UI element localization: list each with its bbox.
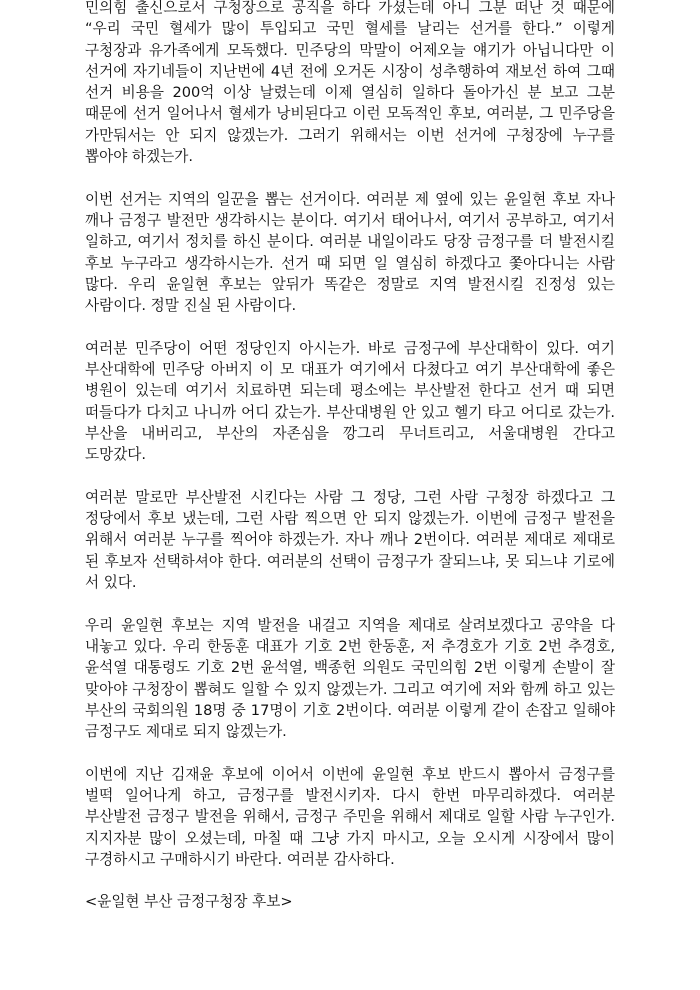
document-page bbox=[85, 0, 615, 913]
paragraph-6: 이번에 지난 김재윤 후보에 이어서 이번에 윤일현 후보 반드시 뽑아서 금정구를 벌떡 일어나게 하고, 금정구를 발전시키자. 다시 한번 마무리하겠다. 여러분 부산발전 금정구 발전을 위해서, 금정구 주민을 위해서 제대로 일할 사람 누구인가. 지지자분 많이 오셨는데, 마칠 때 그냥 가지 마시고, 오늘 오시게 시장에서 많이 구경하시고 구매하시기 바란다. 여러분 감사하다. bbox=[85, 765, 615, 868]
paragraph-1: 민의힘 출신으로서 구청장으로 공직을 하다 가셨는데 아니 그분 떠난 것 때문에 “우리 국민 혈세가 많이 투입되고 국민 혈세를 날리는 선거를 한다.” 이렇게 구청장과 유가족에게 모독했다. 민주당의 막말이 어제오늘 얘기가 아닙니다만 이 선거에 자기네들이 지난번에 4년 전에 오거돈 시장이 성추행하여 재보선 하여 그때 선거 비용을 200억 이상 날렸는데 이제 열심히 일하다 돌아가신 분 보고 그분 때문에 선거 일어나서 혈세가 낭비된다고 이런 모독적인 후보, 여러분, 그 민주당을 가만둬서는 안 되지 않겠는가. 그러기 위해서는 이번 선거에 구청장에 누구를 뽑아야 하겠는가. bbox=[85, 0, 615, 166]
paragraph-2: 이번 선거는 지역의 일꾼을 뽑는 선거이다. 여러분 제 옆에 있는 윤일현 후보 자나 깨나 금정구 발전만 생각하시는 분이다. 여기서 태어나서, 여기서 공부하고, 여기서 일하고, 여기서 정치를 하신 분이다. 여러분 내일이라도 당장 금정구를 더 발전시킬 후보 누구라고 생각하시는가. 선거 때 되면 일 열심히 하겠다고 쫓아다니는 사람 많다. 우리 윤일현 후보는 앞뒤가 똑같은 정말로 지역 발전시킬 진정성 있는 사람이다. 정말 진실 된 사람이다. bbox=[85, 190, 615, 315]
paragraph-5: 우리 윤일현 후보는 지역 발전을 내걸고 지역을 제대로 살려보겠다고 공약을 다 내놓고 있다. 우리 한동훈 대표가 기호 2번 한동훈, 저 추경호가 기호 2번 추경호, 윤석열 대통령도 기호 2번 윤석열, 백종헌 의원도 국민의힘 2번 이렇게 손발이 잘 맞아야 구청장이 뽑혀도 일할 수 있지 않겠는가. 그리고 여기에 저와 함께 하고 있는 부산의 국회의원 18명 중 17명이 기호 2번이다. 여러분 이렇게 같이 손잡고 일해야 금정구도 제대로 되지 않겠는가. bbox=[85, 616, 615, 741]
speaker-signature: <윤일현 부산 금정구청장 후보> bbox=[85, 893, 293, 911]
paragraph-4: 여러분 말로만 부산발전 시킨다는 사람 그 정당, 그런 사람 구청장 하겠다고 그 정당에서 후보 냈는데, 그런 사람 찍으면 안 되지 않겠는가. 이번에 금정구 발전을 위해서 여러분 누구를 찍어야 하겠는가. 자나 깨나 2번이다. 여러분 제대로 제대로 된 후보자 선택하셔야 한다. 여러분의 선택이 금정구가 잘되느냐, 못 되느냐 기로에 서 있다. bbox=[85, 488, 615, 592]
paragraph-3: 여러분 민주당이 어떤 정당인지 아시는가. 바로 금정구에 부산대학이 있다. 여기 부산대학에 민주당 아버지 이 모 대표가 여기에서 다쳤다고 여기 부산대학에 좋은 병원이 있는데 여기서 치료하면 되는데 평소에는 부산발전 한다고 선거 때 되면 떠들다가 다치고 나니까 어디 갔는가. 부산대병원 안 있고 헬기 타고 어디로 갔는가. 부산을 내버리고, 부산의 자존심을 깡그리 무너트리고, 서울대병원 간다고 도망갔다. bbox=[85, 339, 615, 464]
